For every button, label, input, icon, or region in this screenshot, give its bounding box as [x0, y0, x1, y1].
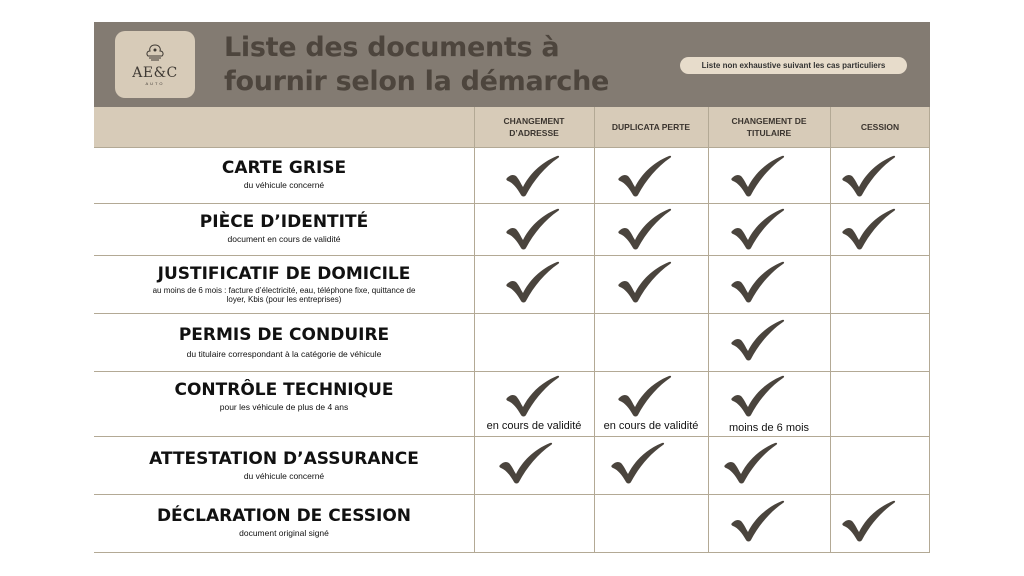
logo-text: AE&C [132, 65, 178, 81]
column-header-cession [830, 107, 930, 147]
row-title: CONTRÔLE TECHNIQUE [174, 380, 394, 400]
check-icon [616, 154, 672, 198]
check-icon [609, 441, 665, 485]
check-icon [616, 260, 672, 304]
row-subtitle: du véhicule concerné [243, 180, 325, 190]
row-title: PERMIS DE CONDUIRE [178, 325, 390, 345]
column-header-changement-titulaire [708, 107, 830, 147]
check-icon [504, 260, 560, 304]
row-declaration-cession [94, 506, 474, 538]
column-header-line: CHANGEMENT [503, 116, 565, 126]
row-subtitle: du titulaire correspondant à la catégorie de véhicule [186, 349, 382, 359]
row-subtitle: loyer, Kbis (pour les entreprises) [226, 295, 342, 304]
check-icon [729, 207, 785, 251]
column-header-row [94, 107, 930, 147]
check-icon [840, 499, 896, 543]
row-divider [94, 203, 930, 204]
check-icon [729, 499, 785, 543]
caption-ct-duplicata: en cours de validité [603, 420, 699, 432]
check-icon [840, 207, 896, 251]
check-icon [497, 441, 553, 485]
column-divider [474, 107, 475, 552]
row-title: ATTESTATION D’ASSURANCE [149, 449, 419, 469]
page-title [224, 31, 644, 99]
disclaimer-badge: Liste non exhaustive suivant les cas particuliers [680, 57, 907, 74]
check-icon [616, 374, 672, 418]
caption-ct-adresse: en cours de validité [486, 420, 582, 432]
row-subtitle: du véhicule concerné [243, 471, 325, 481]
column-header-line: CESSION [860, 122, 900, 132]
column-divider [830, 107, 831, 552]
check-icon [729, 374, 785, 418]
column-header-line: DUPLICATA PERTE [611, 122, 691, 132]
row-permis-conduire [94, 325, 474, 359]
logo [115, 31, 195, 98]
column-header-duplicata-perte [594, 107, 708, 147]
column-header-line: CHANGEMENT DE [731, 116, 807, 126]
row-controle-technique [94, 380, 474, 412]
row-title: CARTE GRISE [221, 158, 347, 178]
row-divider [94, 494, 930, 495]
row-subtitle: document en cours de validité [227, 234, 341, 244]
header-banner [94, 22, 930, 107]
row-subtitle: pour les véhicule de plus de 4 ans [219, 402, 349, 412]
row-divider [94, 436, 930, 437]
row-title: PIÈCE D’IDENTITÉ [199, 212, 369, 232]
row-carte-grise [94, 158, 474, 190]
logo-subtext: AUTO [145, 81, 165, 86]
caption-ct-titulaire: moins de 6 mois [728, 422, 810, 434]
title-line-1: Liste des documents à [224, 32, 560, 63]
check-icon [729, 154, 785, 198]
row-justificatif-domicile [94, 264, 474, 304]
row-divider [94, 313, 930, 314]
column-header-changement-adresse [474, 107, 594, 147]
check-icon [504, 207, 560, 251]
row-title: DÉCLARATION DE CESSION [156, 506, 412, 526]
row-title: JUSTIFICATIF DE DOMICILE [157, 264, 411, 284]
check-icon [729, 318, 785, 362]
row-divider [94, 147, 930, 148]
row-piece-identite [94, 212, 474, 244]
row-divider [94, 255, 930, 256]
check-icon [840, 154, 896, 198]
check-icon [722, 441, 778, 485]
row-subtitle: au moins de 6 mois : facture d’électricité, eau, téléphone fixe, quittance de [152, 286, 416, 295]
title-line-2: fournir selon la démarche [224, 66, 610, 97]
row-attestation-assurance [94, 449, 474, 481]
check-icon [729, 260, 785, 304]
column-divider [708, 107, 709, 552]
crest-icon [142, 43, 168, 63]
column-divider [594, 107, 595, 552]
column-divider [929, 107, 930, 552]
row-divider [94, 552, 930, 553]
column-header-line: D’ADRESSE [509, 128, 559, 138]
row-divider [94, 371, 930, 372]
check-icon [616, 207, 672, 251]
row-subtitle: document original signé [239, 528, 329, 538]
check-icon [504, 154, 560, 198]
check-icon [504, 374, 560, 418]
column-header-line: TITULAIRE [746, 128, 792, 138]
